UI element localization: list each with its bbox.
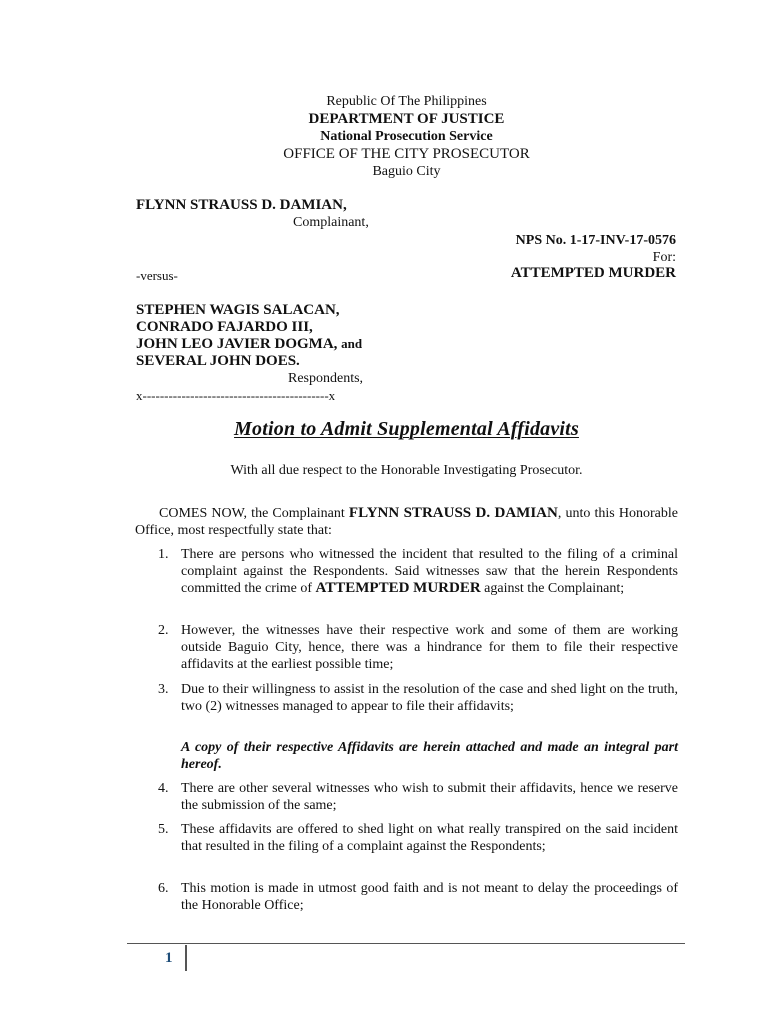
list-item-number: 4.: [158, 781, 169, 796]
item1-text: There are persons who witnessed the incident that resulted to the filing of a criminal complaint against the Respondents. Said witnesses saw that the herein Respondents committed the crime of: [181, 547, 678, 596]
intro-pre: COMES NOW, the Complainant: [159, 506, 349, 521]
list-item-number: 2.: [158, 623, 169, 638]
list-item-text: There are other several witnesses who wish to submit their affidavits, hence we reserve the submission of the same;: [181, 781, 678, 813]
intro-paragraph: [135, 505, 678, 539]
header-office: OFFICE OF THE CITY PROSECUTOR: [283, 146, 530, 162]
respondents-label: Respondents,: [288, 371, 364, 386]
header-department: DEPARTMENT OF JUSTICE: [308, 111, 505, 127]
list-item-number: 5.: [158, 822, 169, 837]
case-number: NPS No. 1-17-INV-17-0576: [515, 233, 676, 248]
intro-complainant-name: FLYNN STRAUSS D. DAMIAN: [348, 505, 558, 521]
respondent-2: CONRADO FAJARDO III,: [136, 319, 313, 335]
list-item-number: 3.: [158, 682, 169, 697]
list-item-number: 6.: [158, 881, 169, 896]
list-item-text: However, the witnesses have their respective work and some of them are working outside Baguio City, hence, there was a hindrance for them to file their respective affidavits at the earliest possible time;: [181, 623, 678, 672]
page-number: 1: [165, 950, 173, 966]
item1-post: against the Complainant;: [480, 581, 625, 596]
for-label: For:: [652, 250, 676, 265]
page-number-divider: [185, 945, 187, 971]
respondent-1: STEPHEN WAGIS SALACAN,: [136, 302, 340, 318]
list-item-text: This motion is made in utmost good faith and is not meant to delay the proceedings of the Honorable Office;: [181, 881, 678, 913]
header-service: National Prosecution Service: [320, 129, 493, 144]
offense: ATTEMPTED MURDER: [510, 265, 676, 281]
salutation: With all due respect to the Honorable Investigating Prosecutor.: [230, 463, 583, 478]
list-item-text: [181, 546, 678, 597]
caption-separator: x-------------------------------------------x: [136, 388, 336, 403]
versus-label: -versus-: [136, 268, 178, 283]
header-republic: Republic Of The Philippines: [326, 94, 487, 109]
attachment-note-text: A copy of their respective Affidavits are herein attached and made an integral part hereof.: [181, 740, 678, 772]
list-item-number: 1.: [158, 547, 169, 562]
motion-title: Motion to Admit Supplemental Affidavits: [234, 418, 579, 440]
intro-post: , unto this Honorable Office, most respectfully state that:: [135, 506, 678, 538]
footer-rule: [127, 943, 685, 944]
complainant-label: Complainant,: [293, 215, 369, 230]
list-item-text: These affidavits are offered to shed light on what really transpired on the said incident that resulted in the filing of a complaint against the Respondents;: [181, 822, 678, 854]
header-city: Baguio City: [372, 164, 441, 179]
and-conjunction: and: [341, 336, 363, 351]
list-item-text: Due to their willingness to assist in the resolution of the case and shed light on the truth, two (2) witnesses managed to appear to file their affidavits;: [181, 682, 678, 714]
complainant-name: FLYNN STRAUSS D. DAMIAN,: [136, 197, 347, 213]
item1-offense: ATTEMPTED MURDER: [315, 580, 481, 596]
respondent-3: JOHN LEO JAVIER DOGMA, and: [136, 336, 363, 352]
respondent-4: SEVERAL JOHN DOES.: [136, 353, 300, 369]
